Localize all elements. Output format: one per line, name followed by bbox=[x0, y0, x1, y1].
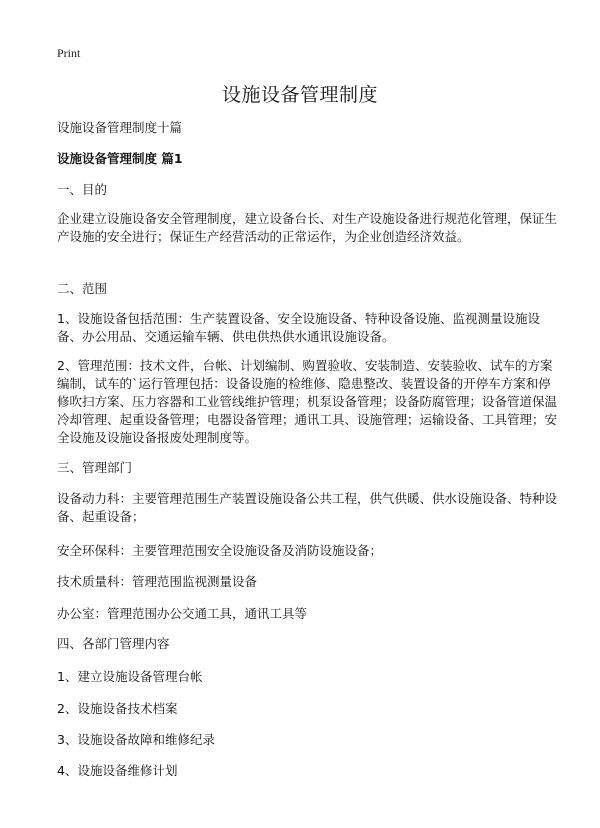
list-item: 2、设施设备技术档案 bbox=[57, 701, 178, 716]
section-heading-departments: 三、管理部门 bbox=[57, 460, 133, 475]
paragraph-scope-1: 1、设施设备包括范围：生产装置设备、安全设施设备、特种设备设施、监视测量设施设备、办公用品、交通运输车辆、供电供热供水通讯设施设备。 bbox=[57, 311, 540, 344]
list-item: 4、设施设备维修计划 bbox=[57, 763, 178, 778]
paragraph-department-office: 办公室：管理范围办公交通工具，通讯工具等 bbox=[57, 606, 308, 621]
paragraph-department-safety: 安全环保科：主要管理范围安全设施设备及消防设施设备； bbox=[57, 543, 383, 558]
section-heading-scope: 二、范围 bbox=[57, 281, 108, 296]
document-subtitle: 设施设备管理制度十篇 bbox=[57, 120, 183, 135]
paragraph-scope-2: 2、管理范围：技术文件，台帐、计划编制、购置验收、安装制造、安装验收、试车的方案编制，试车的`运行管理包括：设备设施的检维修、隐患整改、装置设备的开停车方案和停修吹扫方案、压力容器和工业管线维护管理；机泵设备管理；设备防腐管理；设备管道保温冷却管理、起重设备管理；电器设备管理；通讯工具、设施管理；运输设备、工具管理；安全设施及设施设备报废处理制度等。 bbox=[57, 358, 558, 445]
list-item: 3、设施设备故障和维修纪录 bbox=[57, 732, 215, 747]
paragraph-department-quality: 技术质量科：管理范围监视测量设备 bbox=[57, 574, 258, 589]
part-title: 设施设备管理制度 篇1 bbox=[57, 151, 183, 166]
print-label: Print bbox=[57, 46, 81, 60]
document-title: 设施设备管理制度 bbox=[221, 84, 378, 106]
section-heading-purpose: 一、目的 bbox=[57, 182, 108, 197]
list-item: 1、建立设施设备管理台帐 bbox=[57, 669, 203, 684]
paragraph-department-equipment: 设备动力科：主要管理范围生产装置设施设备公共工程，供气供暖、供水设施设备、特种设备、起重设备； bbox=[57, 491, 558, 524]
paragraph-purpose: 企业建立设施设备安全管理制度，建立设备台长、对生产设施设备进行规范化管理，保证生产设施的安全进行；保证生产经营活动的正常运作，为企业创造经济效益。 bbox=[57, 211, 558, 244]
section-heading-content: 四、各部门管理内容 bbox=[57, 636, 170, 651]
